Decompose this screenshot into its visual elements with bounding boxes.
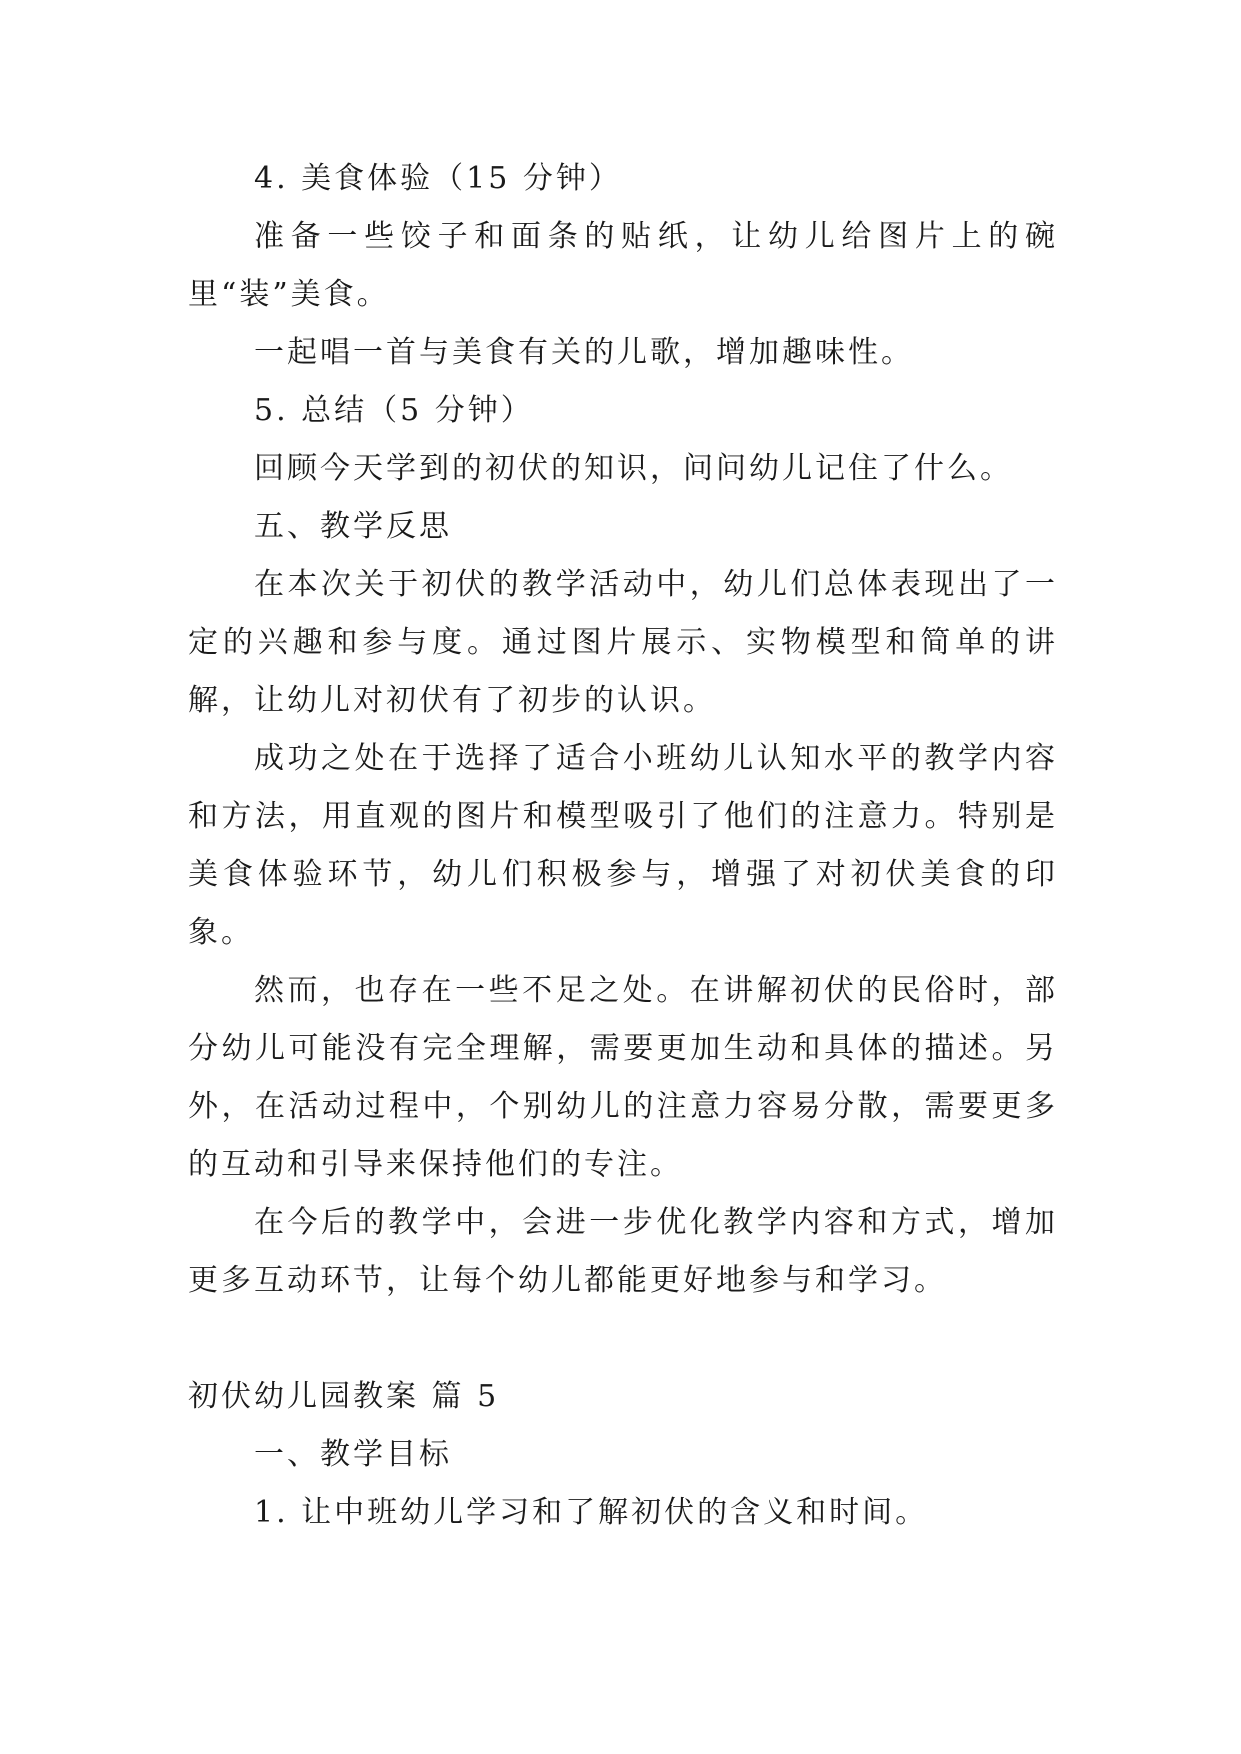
step4-paragraph-2: 一起唱一首与美食有关的儿歌，增加趣味性。 [254,335,914,370]
reflection-paragraph-4: 在今后的教学中，会进一步优化教学内容和方式，增加更多互动环节，让每个幼儿都能更好地参与和学习。 [188,1205,1058,1298]
step4-paragraph: 准备一些饺子和面条的贴纸，让幼儿给图片上的碗里“装”美食。 [188,219,1058,312]
reflection-paragraph-3: 然而，也存在一些不足之处。在讲解初伏的民俗时，部分幼儿可能没有完全理解，需要更加生动和具体的描述。另外，在活动过程中，个别幼儿的注意力容易分散，需要更多的互动和引导来保持他们的专注。 [188,973,1058,1182]
goal-item-1: 1. 让中班幼儿学习和了解初伏的含义和时间。 [254,1495,929,1530]
reflection-paragraph-1: 在本次关于初伏的教学活动中，幼儿们总体表现出了一定的兴趣和参与度。通过图片展示、实物模型和简单的讲解，让幼儿对初伏有了初步的认识。 [188,567,1058,718]
step5-paragraph: 回顾今天学到的初伏的知识，问问幼儿记住了什么。 [254,451,1013,486]
reflection-paragraph-2: 成功之处在于选择了适合小班幼儿认知水平的教学内容和方法，用直观的图片和模型吸引了他们的注意力。特别是美食体验环节，幼儿们积极参与，增强了对初伏美食的印象。 [188,741,1058,950]
section-heading-reflection: 五、教学反思 [254,509,452,544]
article-title: 初伏幼儿园教案 篇 5 [188,1379,500,1414]
document-body [188,150,1058,1542]
step4-heading: 4. 美食体验（15 分钟） [254,161,622,196]
step5-heading: 5. 总结（5 分钟） [254,393,534,428]
section-heading-goals: 一、教学目标 [254,1437,452,1472]
